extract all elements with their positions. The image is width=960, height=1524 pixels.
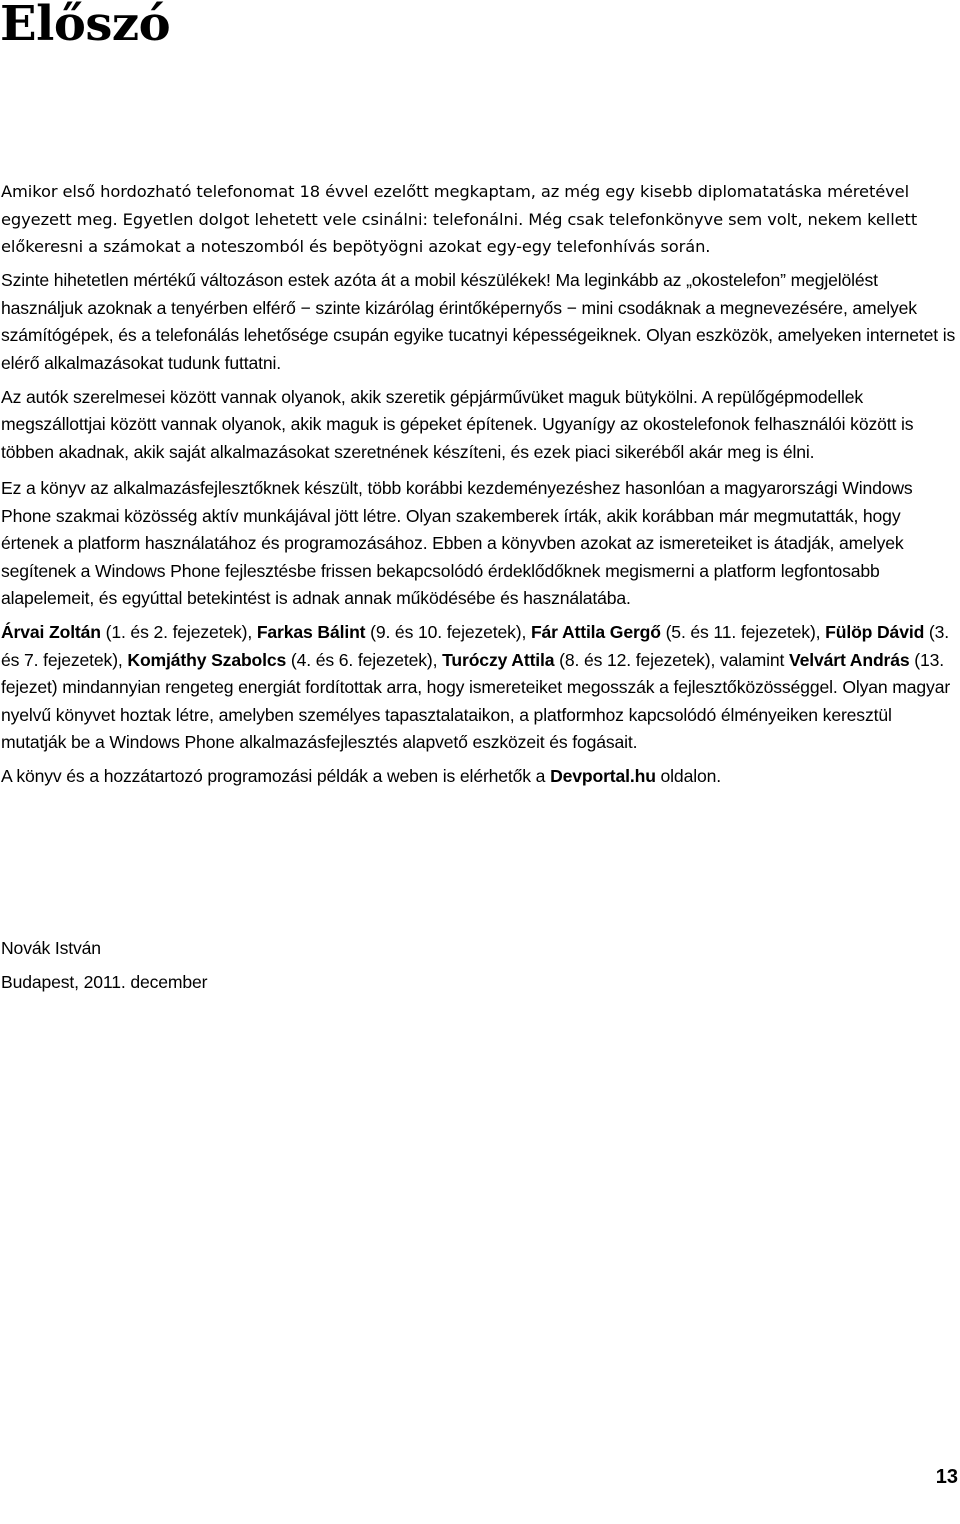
authors-closing-text: (13. fejezet) mindannyian rengeteg energiát fordítottak arra, hogy ismereteiket megosszák a fejlesztőközösséggel. Olyan magyar nyelvű könyvet hoztak létre, amelyben személyes tapasztalataikon, a platformhoz kapcsolódó élményeiken keresztül mutatják be a Windows Phone alkalmazásfejlesztés alapvető eszközeit és fogásait. xyxy=(1,649,951,752)
page-number: 13 xyxy=(935,1466,958,1488)
paragraph-book-purpose: Ez a könyv az alkalmazásfejlesztőknek készült, több korábbi kezdeményezéshez hasonlóan a magyarországi Windows Phone szakmai közösség aktív munkájával jött létre. Olyan szakemberek írták, akik korábban már megmutatták, hogy értenek a platform használatához és programozásához. Ebben a könyvben azokat az ismereteiket is átadják, amelyek segítenek a Windows Phone fejlesztésbe frissen bekapcsolódó érdeklődőknek megismerni a platform legfontosabb alapelemeit, és egyúttal betekintést is adnak annak működésébe és használatába. xyxy=(1,478,913,608)
paragraph-authors xyxy=(1,619,957,757)
paragraph-website xyxy=(1,763,957,791)
author-name: Velvárt András xyxy=(789,649,910,670)
chapter-ref: (5. és 11. fejezetek), xyxy=(660,622,826,642)
foreword-body xyxy=(1,178,957,791)
signature-block xyxy=(1,935,207,996)
chapter-ref: (3. és 7. fejezetek), xyxy=(1,622,949,670)
signature-name: Novák István xyxy=(1,938,101,958)
author-name: Turóczy Attila xyxy=(442,649,555,670)
signature-place-date: Budapest, 2011. december xyxy=(1,971,208,992)
author-name: Fülöp Dávid xyxy=(825,622,925,642)
paragraph-hobbyists: Az autók szerelmesei között vannak olyanok, akik szeretik gépjárművüket maguk bütykölni. A repülőgépmodellek megszállottjai között vannak olyanok, akik maguk is gépeket építenek. Ugyanígy az okostelefonok felhasználói között is többen akadnak, akik saját alkalmazásokat szeretnének készíteni, és ezek piaci sikeréből akár meg is élni. xyxy=(1,386,914,462)
chapter-ref: (9. és 10. fejezetek), xyxy=(365,622,531,642)
page-title: Előszó xyxy=(0,0,171,52)
website-intro-text: A könyv és a hozzátartozó programozási példák a weben is elérhetők a xyxy=(1,766,551,786)
paragraph-smartphones: Szinte hihetetlen mértékű változáson estek azóta át a mobil készülékek! Ma leginkább az „okostelefon” megjelölést használjuk azoknak a tenyérben elférő − szinte kizárólag érintőképernyős − mini csodáknak a megnevezésére, amelyek számítógépek, és a telefonálás lehetősége csupán egyike tucatnyi képességeiknek. Olyan eszközök, amelyeken internetet is elérő alkalmazásokat tudunk futtatni. xyxy=(1,270,956,373)
author-name: Farkas Bálint xyxy=(256,622,366,642)
author-name: Fár Attila Gergő xyxy=(530,622,661,642)
author-name: Árvai Zoltán xyxy=(1,622,101,642)
website-name: Devportal.hu xyxy=(550,766,656,786)
chapter-ref: (1. és 2. fejezetek), xyxy=(100,622,257,642)
author-name: Komjáthy Szabolcs xyxy=(127,649,287,670)
paragraph-first-phone: Amikor első hordozható telefonomat 18 évvel ezelőtt megkaptam, az még egy kisebb diplomatatáska méretével egyezett meg. Egyetlen dolgot lehetett vele csinálni: telefonálni. Még csak telefonkönyve sem volt, nekem kellett előkeresni a számokat a noteszomból és bepötyögni azokat egy-egy telefonhívás során. xyxy=(1,182,918,256)
chapter-ref: (8. és 12. fejezetek), valamint xyxy=(554,649,790,670)
chapter-ref: (4. és 6. fejezetek), xyxy=(286,649,443,670)
website-outro-text: oldalon. xyxy=(655,766,721,786)
